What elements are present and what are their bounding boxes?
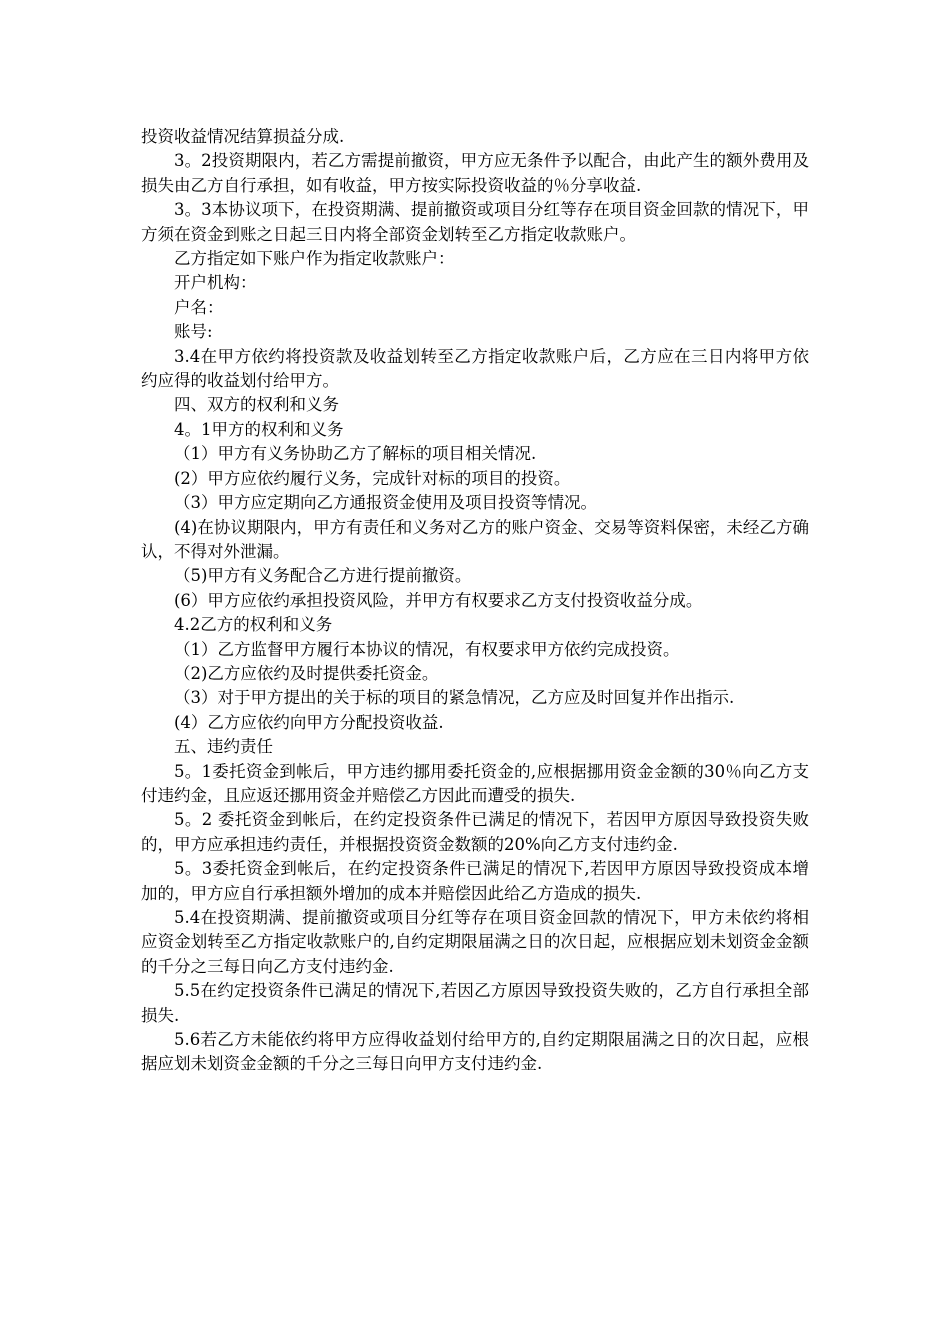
paragraph: (6）甲方应依约承担投资风险，并甲方有权要求乙方支付投资收益分成。 xyxy=(174,590,703,610)
paragraph: 五、违约责任 xyxy=(174,737,273,757)
paragraph: 5.5在约定投资条件已满足的情况下,若因乙方原因导致投资失败的，乙方自行承担全部损失. xyxy=(141,981,809,1025)
paragraph: 3.4在甲方依约将投资款及收益划转至乙方指定收款账户后，乙方应在三日内将甲方依约应得的收益划付给甲方。 xyxy=(141,346,809,391)
paragraph: 3。3本协议项下，在投资期满、提前撤资或项目分红等存在项目资金回款的情况下，甲方须在资金到账之日起三日内将全部资金划转至乙方指定收款账户。 xyxy=(141,200,809,244)
document-body xyxy=(141,125,809,1077)
paragraph: (2）甲方应依约履行义务，完成针对标的项目的投资。 xyxy=(174,468,571,488)
paragraph: 4。1甲方的权利和义务 xyxy=(174,419,344,439)
paragraph: 5.4在投资期满、提前撤资或项目分红等存在项目资金回款的情况下，甲方未依约将相应资金划转至乙方指定收款账户的,自约定期限届满之日的次日起，应根据应划未划资金金额的千分之三每日向乙方支付违约金. xyxy=(141,908,809,976)
paragraph: 3。2投资期限内，若乙方需提前撤资，甲方应无条件予以配合，由此产生的额外费用及损失由乙方自行承担，如有收益，甲方按实际投资收益的％分享收益. xyxy=(141,151,809,195)
paragraph: (4)在协议期限内，甲方有责任和义务对乙方的账户资金、交易等资料保密，未经乙方确认，不得对外泄漏。 xyxy=(141,517,809,561)
paragraph: （2)乙方应依约及时提供委托资金。 xyxy=(174,663,439,683)
paragraph: 5。2 委托资金到帐后，在约定投资条件已满足的情况下，若因甲方原因导致投资失败的，甲方应承担违约责任，并根据投资资金数额的20%向乙方支付违约金. xyxy=(141,810,809,854)
paragraph: 5。3委托资金到帐后，在约定投资条件已满足的情况下,若因甲方原因导致投资成本增加的，甲方应自行承担额外增加的成本并赔偿因此给乙方造成的损失. xyxy=(141,859,809,903)
paragraph: 户名： xyxy=(174,297,224,317)
paragraph: 投资收益情况结算损益分成. xyxy=(141,127,345,146)
paragraph: （1）乙方监督甲方履行本协议的情况，有权要求甲方依约完成投资。 xyxy=(174,639,680,659)
paragraph: (4）乙方应依约向甲方分配投资收益. xyxy=(174,712,444,732)
paragraph: 账号: xyxy=(174,322,213,342)
paragraph: （3）对于甲方提出的关于标的项目的紧急情况，乙方应及时回复并作出指示. xyxy=(174,688,735,708)
paragraph: 4.2乙方的权利和义务 xyxy=(174,615,333,635)
paragraph: 四、双方的权利和义务 xyxy=(174,395,339,415)
paragraph: （3）甲方应定期向乙方通报资金使用及项目投资等情况。 xyxy=(174,493,597,513)
paragraph: （5)甲方有义务配合乙方进行提前撤资。 xyxy=(174,566,472,586)
paragraph: 5.6若乙方未能依约将甲方应得收益划付给甲方的,自约定期限届满之日的次日起，应根据应划未划资金金额的千分之三每日向甲方支付违约金. xyxy=(141,1030,809,1074)
paragraph: 乙方指定如下账户作为指定收款账户： xyxy=(174,249,455,269)
paragraph: 开户机构： xyxy=(174,273,257,293)
paragraph: 5。1委托资金到帐后，甲方违约挪用委托资金的,应根据挪用资金金额的30％向乙方支付违约金，且应返还挪用资金并赔偿乙方因此而遭受的损失. xyxy=(141,761,809,805)
paragraph: （1）甲方有义务协助乙方了解标的项目相关情况. xyxy=(174,444,537,464)
